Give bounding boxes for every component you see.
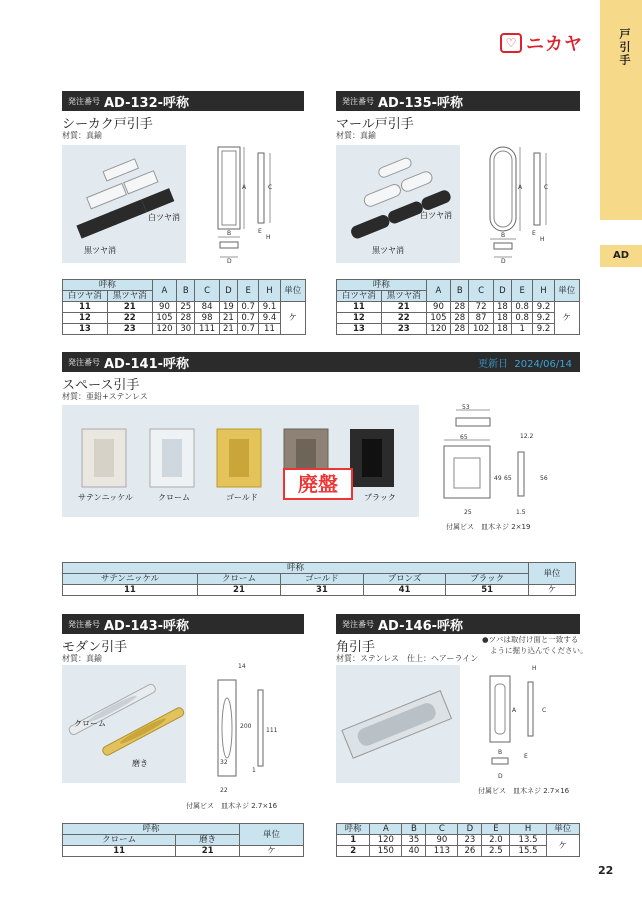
- table-row: [337, 835, 580, 846]
- order-prefix: 発注番号: [68, 357, 100, 367]
- cell: 84: [195, 302, 219, 313]
- col-header: クローム: [63, 835, 176, 846]
- category-code: AD: [600, 245, 642, 267]
- unit-cell: ケ: [240, 846, 304, 857]
- cell: 23: [107, 324, 152, 335]
- table-header-group: 呼称: [337, 824, 370, 835]
- technical-drawing-ad141: [436, 402, 556, 522]
- cell: 105: [152, 313, 176, 324]
- product-material: 材質：ステンレス 仕上：ヘアーライン: [336, 654, 479, 663]
- order-prefix: 発注番号: [342, 619, 374, 629]
- cell: 21: [176, 846, 240, 857]
- col-header: D: [493, 280, 511, 302]
- cell: 9.4: [259, 313, 280, 324]
- technical-drawing-ad143: [212, 660, 282, 800]
- col-header: H: [533, 280, 554, 302]
- cell: 23: [381, 324, 426, 335]
- product-name: モダン引手: [62, 640, 128, 655]
- svg-text:B: B: [501, 232, 506, 239]
- cell: 98: [195, 313, 219, 324]
- product-name: スペース引手: [62, 378, 140, 393]
- spec-table-ad132: [62, 279, 306, 335]
- col-header: サテンニッケル: [63, 574, 198, 585]
- dim-label: 25: [464, 509, 472, 516]
- cell: 13: [63, 324, 108, 335]
- col-header-unit: 単位: [280, 280, 305, 302]
- cell: 12: [337, 313, 382, 324]
- table-row: [337, 846, 580, 857]
- col-header: B: [402, 824, 426, 835]
- cell: 21: [219, 313, 237, 324]
- cell: 9.2: [533, 324, 554, 335]
- col-header: 磨き: [176, 835, 240, 846]
- category-label: 戸引手: [618, 28, 631, 67]
- dim-label: 200: [240, 723, 252, 730]
- cell: 120: [152, 324, 176, 335]
- cell: 9.2: [533, 302, 554, 313]
- col-header: B: [451, 280, 469, 302]
- col-header: D: [219, 280, 237, 302]
- spec-table-ad135: [336, 279, 580, 335]
- cell: 111: [195, 324, 219, 335]
- cell: 23: [458, 835, 482, 846]
- svg-text:H: H: [266, 234, 271, 241]
- unit-cell: ケ: [529, 585, 576, 596]
- cell: 11: [63, 302, 108, 313]
- brand-logo: [500, 32, 583, 54]
- handle-photo-graphic: [62, 145, 186, 263]
- technical-drawing-ad135: [484, 145, 556, 263]
- finish-satin-nickel: サテンニッケル: [78, 493, 133, 502]
- table-header-group: 呼称: [337, 280, 427, 291]
- table-row: [63, 324, 306, 335]
- col-header: B: [177, 280, 195, 302]
- svg-text:D: D: [227, 258, 232, 263]
- product-code: AD-135-呼称: [378, 95, 464, 111]
- order-prefix: 発注番号: [342, 96, 374, 106]
- cell: 21: [381, 302, 426, 313]
- cell: 19: [219, 302, 237, 313]
- cell: 87: [469, 313, 493, 324]
- product-name: シーカク戸引手: [62, 117, 153, 132]
- cell: 2.5: [482, 846, 510, 857]
- caption-black: 黒ツヤ消: [84, 246, 116, 255]
- table-row: [63, 313, 306, 324]
- cell: 120: [426, 324, 450, 335]
- caption-white: 白ツヤ消: [420, 211, 452, 220]
- cell: 1: [337, 835, 370, 846]
- dim-label: 56: [540, 475, 548, 482]
- product-code: AD-146-呼称: [378, 618, 464, 634]
- col-header-unit: 単位: [546, 824, 579, 835]
- cell: 90: [426, 835, 458, 846]
- unit-cell: ケ: [546, 835, 579, 857]
- cell: 105: [426, 313, 450, 324]
- svg-text:B: B: [498, 749, 503, 756]
- screw-note: 付属ビス 皿木ネジ 2.7×16: [478, 787, 570, 795]
- unit-cell: ケ: [554, 302, 579, 335]
- svg-text:D: D: [498, 773, 503, 780]
- cell: 21: [219, 324, 237, 335]
- spec-table-ad141: [62, 562, 576, 596]
- col-header: E: [482, 824, 510, 835]
- svg-text:E: E: [524, 753, 528, 760]
- col-header-unit: 単位: [554, 280, 579, 302]
- dim-label: 14: [238, 663, 246, 670]
- product-photo: [62, 145, 186, 263]
- cell: 28: [451, 324, 469, 335]
- product-photo: [336, 665, 460, 783]
- cell: 113: [426, 846, 458, 857]
- heart-icon: ♡: [500, 33, 522, 53]
- cell: 0.7: [238, 302, 259, 313]
- dim-label: 32: [220, 759, 228, 766]
- dim-label: 49: [494, 475, 502, 482]
- table-row: [63, 585, 576, 596]
- col-header: H: [259, 280, 280, 302]
- cell: 13.5: [510, 835, 546, 846]
- cell: 22: [107, 313, 152, 324]
- cell: 21: [197, 585, 280, 596]
- screw-note: 付属ビス 皿木ネジ 2.7×16: [186, 802, 278, 810]
- dim-label: 65: [460, 434, 468, 441]
- sub-header: 白ツヤ消: [337, 291, 382, 302]
- product-material: 材質：亜鉛+ステンレス: [62, 392, 148, 401]
- caption-chrome: クローム: [74, 719, 106, 728]
- cell: 0.7: [238, 324, 259, 335]
- section-header-ad143: [62, 614, 304, 634]
- cell: 25: [177, 302, 195, 313]
- brand-name: ニカヤ: [526, 34, 583, 55]
- dim-label: 1.5: [516, 509, 526, 516]
- cell: 28: [451, 302, 469, 313]
- col-header-unit: 単位: [529, 563, 576, 585]
- dim-label: 53: [462, 404, 470, 411]
- section-header-ad135: [336, 91, 580, 111]
- cell: 18: [493, 313, 511, 324]
- cell: 28: [177, 313, 195, 324]
- col-header: A: [152, 280, 176, 302]
- cell: 11: [63, 846, 176, 857]
- col-header: C: [195, 280, 219, 302]
- col-header: C: [469, 280, 493, 302]
- cell: 51: [446, 585, 529, 596]
- dim-label: 22: [220, 787, 228, 794]
- table-header-group: 呼称: [63, 824, 240, 835]
- svg-text:A: A: [518, 184, 523, 191]
- svg-text:H: H: [540, 236, 545, 243]
- cell: 11: [337, 302, 382, 313]
- col-header: E: [512, 280, 533, 302]
- spec-table-ad143: [62, 823, 304, 857]
- cell: 40: [402, 846, 426, 857]
- svg-text:A: A: [512, 707, 517, 714]
- svg-text:D: D: [501, 258, 506, 263]
- col-header: A: [370, 824, 402, 835]
- cell: 150: [370, 846, 402, 857]
- section-header-ad146: [336, 614, 580, 634]
- install-note-2: ように掘り込んでください。: [490, 646, 588, 655]
- order-prefix: 発注番号: [68, 96, 100, 106]
- cell: 26: [458, 846, 482, 857]
- col-header: ゴールド: [281, 574, 364, 585]
- cell: 18: [493, 324, 511, 335]
- cell: 102: [469, 324, 493, 335]
- caption-black: 黒ツヤ消: [372, 246, 404, 255]
- sub-header: 黒ツヤ消: [107, 291, 152, 302]
- cell: 1: [512, 324, 533, 335]
- cell: 2: [337, 846, 370, 857]
- table-row: [337, 313, 580, 324]
- svg-text:C: C: [542, 707, 547, 714]
- cell: 15.5: [510, 846, 546, 857]
- sub-header: 黒ツヤ消: [381, 291, 426, 302]
- finish-black: ブラック: [364, 493, 396, 502]
- col-header: D: [458, 824, 482, 835]
- product-material: 材質：真鍮: [336, 131, 376, 140]
- section-header-ad141: [62, 352, 580, 372]
- col-header-unit: 単位: [240, 824, 304, 846]
- finish-chrome: クローム: [158, 493, 190, 502]
- discontinued-stamp: 廃盤: [283, 468, 353, 500]
- col-header: ブロンズ: [363, 574, 446, 585]
- table-row: [63, 846, 304, 857]
- update-value: 2024/06/14: [514, 359, 572, 370]
- update-date: [478, 355, 572, 370]
- cell: 90: [426, 302, 450, 313]
- product-code: AD-132-呼称: [104, 95, 190, 111]
- unit-cell: ケ: [280, 302, 305, 335]
- col-header: ブラック: [446, 574, 529, 585]
- cell: 120: [370, 835, 402, 846]
- cell: 41: [363, 585, 446, 596]
- screw-note: 付属ビス 皿木ネジ 2×19: [446, 523, 531, 531]
- table-row: [337, 302, 580, 313]
- cell: 11: [63, 585, 198, 596]
- svg-text:E: E: [258, 228, 262, 235]
- col-header: C: [426, 824, 458, 835]
- cell: 11: [259, 324, 280, 335]
- dim-label: 65: [504, 475, 512, 482]
- install-note-1: ●ツバは取付け面と一致する: [482, 635, 579, 644]
- table-header-group: 呼称: [63, 280, 153, 291]
- cell: 21: [107, 302, 152, 313]
- col-header: H: [510, 824, 546, 835]
- technical-drawing-ad146: [484, 662, 556, 782]
- section-header-ad132: [62, 91, 304, 111]
- dim-label: 111: [266, 727, 278, 734]
- product-material: 材質：真鍮: [62, 654, 102, 663]
- caption-polished: 磨き: [132, 759, 148, 768]
- product-name: マール戸引手: [336, 117, 414, 132]
- cell: 18: [493, 302, 511, 313]
- table-header-group: 呼称: [63, 563, 529, 574]
- spec-table-ad146: [336, 823, 580, 857]
- dim-label: 12.2: [520, 433, 534, 440]
- cell: 0.7: [238, 313, 259, 324]
- cell: 2.0: [482, 835, 510, 846]
- cell: 0.8: [512, 302, 533, 313]
- svg-text:C: C: [544, 184, 549, 191]
- order-prefix: 発注番号: [68, 619, 100, 629]
- update-label: 更新日: [478, 359, 508, 370]
- dim-label: 1: [252, 767, 256, 774]
- handle-photo-graphic: [336, 665, 460, 783]
- cell: 31: [281, 585, 364, 596]
- product-name: 角引手: [336, 640, 376, 655]
- cell: 9.2: [533, 313, 554, 324]
- product-material: 材質：真鍮: [62, 131, 102, 140]
- cell: 72: [469, 302, 493, 313]
- cell: 90: [152, 302, 176, 313]
- sub-header: 白ツヤ消: [63, 291, 108, 302]
- cell: 12: [63, 313, 108, 324]
- svg-text:C: C: [268, 184, 273, 191]
- product-code: AD-143-呼称: [104, 618, 190, 634]
- cell: 9.1: [259, 302, 280, 313]
- caption-white: 白ツヤ消: [148, 213, 180, 222]
- cell: 30: [177, 324, 195, 335]
- svg-text:E: E: [532, 230, 536, 237]
- table-row: [63, 302, 306, 313]
- svg-text:B: B: [227, 230, 232, 237]
- cell: 22: [381, 313, 426, 324]
- col-header: A: [426, 280, 450, 302]
- technical-drawing-ad132: [210, 145, 280, 263]
- cell: 28: [451, 313, 469, 324]
- svg-text:A: A: [242, 184, 247, 191]
- product-code: AD-141-呼称: [104, 356, 190, 372]
- finish-gold: ゴールド: [226, 493, 258, 502]
- table-row: [337, 324, 580, 335]
- cell: 35: [402, 835, 426, 846]
- cell: 13: [337, 324, 382, 335]
- svg-text:H: H: [532, 665, 537, 672]
- col-header: クローム: [197, 574, 280, 585]
- col-header: E: [238, 280, 259, 302]
- cell: 0.8: [512, 313, 533, 324]
- page-number: 22: [598, 864, 614, 877]
